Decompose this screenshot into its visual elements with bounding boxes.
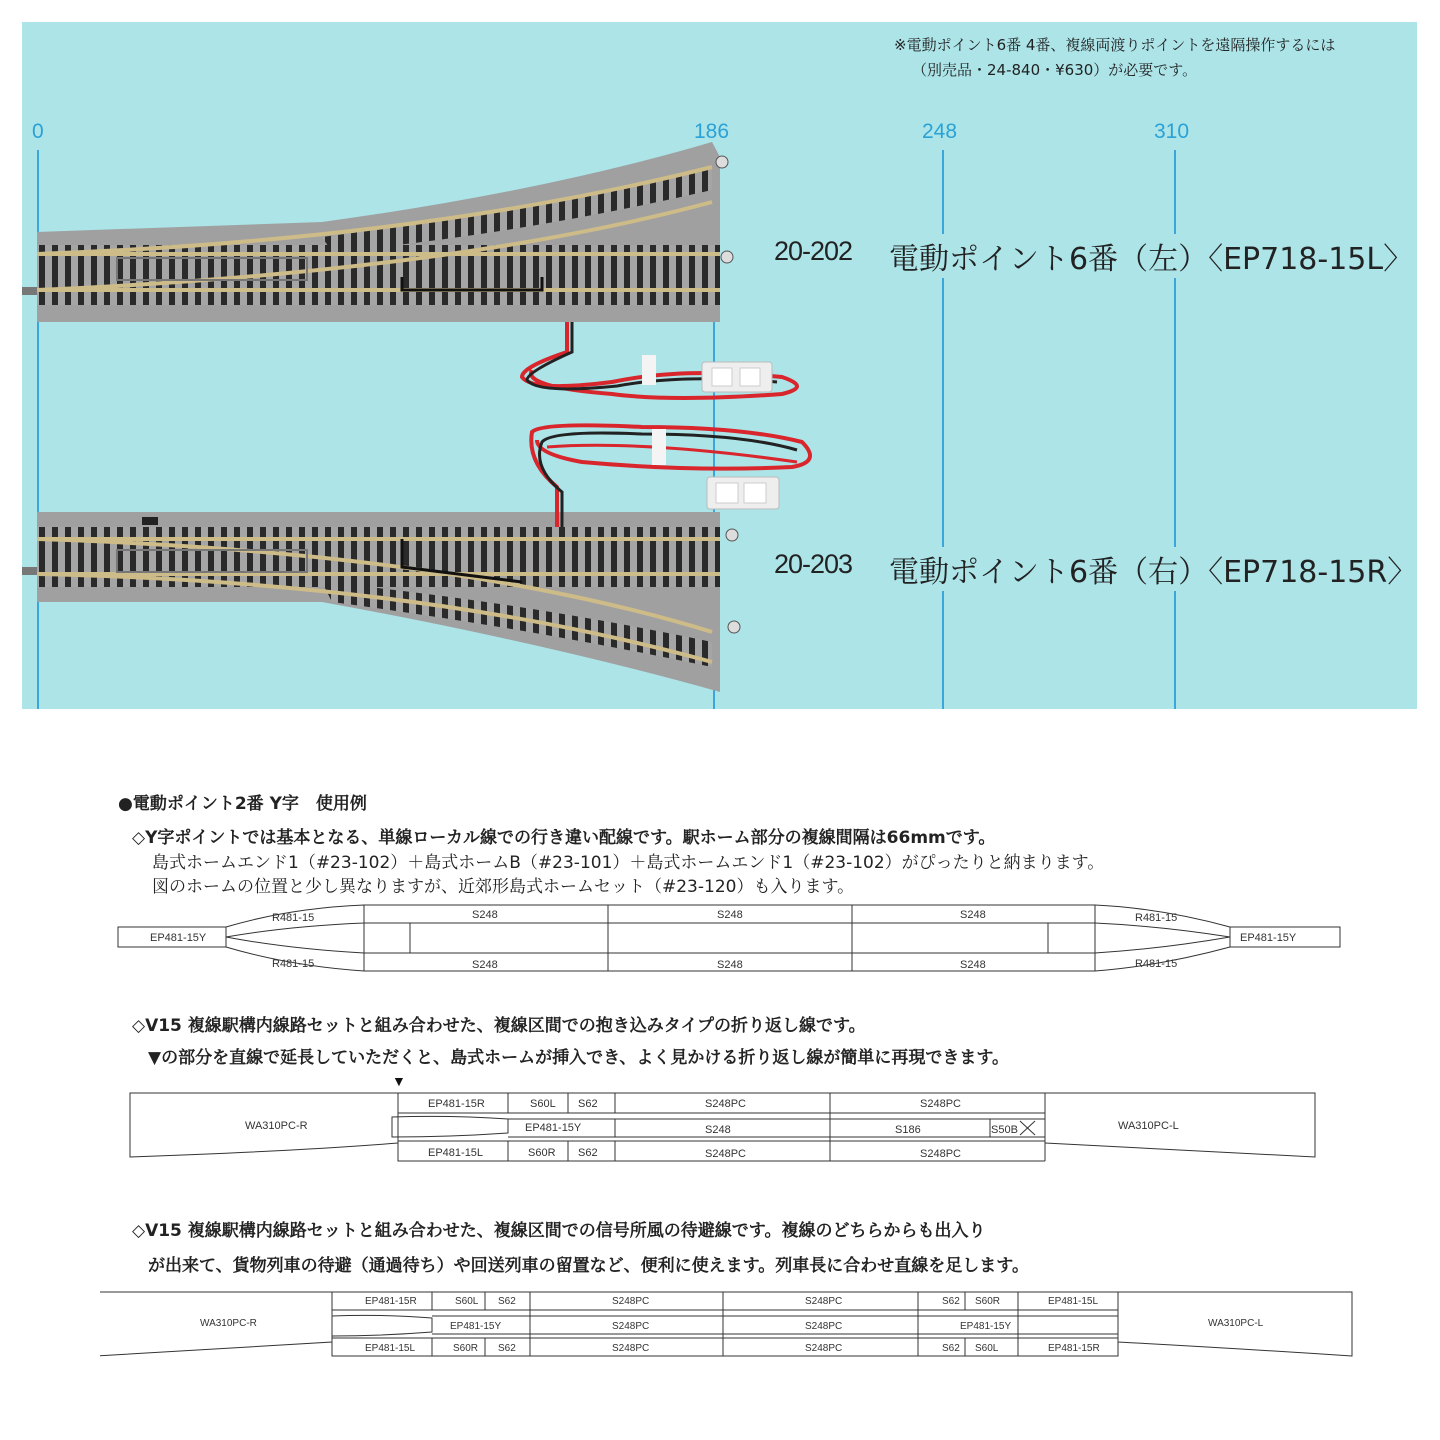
s3-s248pc-top-2: S248PC	[805, 1296, 843, 1307]
extend-marker: ▼	[392, 1073, 406, 1089]
s2-s62b: S62	[578, 1147, 598, 1159]
scale-label-248: 248	[922, 120, 958, 143]
product-code-left: 20-202	[770, 236, 856, 267]
s3-ep-mid-l: EP481-15Y	[450, 1321, 502, 1332]
s2-wa-right: WA310PC-L	[1118, 1120, 1179, 1132]
turnback-diagram	[100, 1071, 1420, 1171]
s2-s60r: S60R	[528, 1147, 556, 1159]
label-s-top-1: S248	[472, 909, 498, 921]
label-r-top-left: R481-15	[272, 912, 315, 924]
passing-loop-diagram	[100, 893, 1420, 983]
s3-s248pc-top-1: S248PC	[612, 1296, 650, 1307]
scale-label-0: 0	[32, 120, 44, 143]
wire-cable-2	[531, 425, 810, 527]
section1-line3: 図のホームの位置と少し異なりますが、近郊形島式ホームセット（#23-120）も入ります。	[152, 877, 855, 897]
s3-ep-bot-r: EP481-15R	[1048, 1343, 1100, 1354]
product-code-right: 20-203	[770, 549, 856, 580]
s3-ep-top-r: EP481-15L	[1048, 1296, 1099, 1307]
label-r-bot-left: R481-15	[272, 958, 315, 970]
label-s-top-2: S248	[717, 909, 743, 921]
s3-wa-right: WA310PC-L	[1208, 1318, 1264, 1329]
section3-line1: ◇V15 複線駅構内線路セットと組み合わせた、複線区間での信号所風の待避線です。複線のどちらからも出入り	[132, 1221, 986, 1241]
s3-ep-top-l: EP481-15R	[365, 1296, 417, 1307]
s3-s62d: S62	[942, 1343, 960, 1354]
s3-s62c: S62	[942, 1296, 960, 1307]
product-name-right: 電動ポイント6番（右）〈EP718-15R〉	[885, 547, 1417, 591]
s2-s248-mid: S248	[705, 1124, 731, 1136]
s3-s62a: S62	[498, 1296, 516, 1307]
s2-ep-bot: EP481-15L	[428, 1147, 484, 1159]
s3-s60l: S60L	[455, 1296, 479, 1307]
s2-ep-top: EP481-15R	[428, 1098, 485, 1110]
label-ey-left: EP481-15Y	[150, 932, 207, 944]
s3-s60r: S60R	[453, 1343, 479, 1354]
product-name-left: 電動ポイント6番（左）〈EP718-15L〉	[885, 234, 1417, 278]
s2-ep-mid: EP481-15Y	[525, 1122, 582, 1134]
section3-line2: が出来て、貨物列車の待避（通過待ち）や回送列車の留置など、便利に使えます。列車長に合わせ直線を足します。	[148, 1256, 1029, 1276]
s3-s248pc-mid-2: S248PC	[805, 1321, 843, 1332]
s3-wa-left: WA310PC-R	[200, 1318, 257, 1329]
remote-note-line1: ※電動ポイント6番 4番、複線両渡りポイントを遠隔操作するには	[894, 36, 1336, 54]
s3-s248pc-bot-2: S248PC	[805, 1343, 843, 1354]
s2-s248pc-bot-1: S248PC	[705, 1148, 746, 1160]
section1-line1: ◇Y字ポイントでは基本となる、単線ローカル線での行き違い配線です。駅ホーム部分の複線間隔は66mmです。	[132, 828, 996, 848]
section2-line1: ◇V15 複線駅構内線路セットと組み合わせた、複線区間での抱き込みタイプの折り返し線です。	[132, 1016, 866, 1036]
label-s-bot-2: S248	[717, 959, 743, 971]
s3-s60r-r: S60R	[975, 1296, 1001, 1307]
passing-siding-diagram	[100, 1288, 1420, 1368]
left-point-illustration	[22, 142, 733, 322]
remote-note-line2: （別売品・24-840・¥630）が必要です。	[912, 61, 1198, 79]
s2-s248pc-bot-2: S248PC	[920, 1148, 961, 1160]
label-s-top-3: S248	[960, 909, 986, 921]
s2-s248pc-top-1: S248PC	[705, 1098, 746, 1110]
track-illustrations	[22, 22, 1417, 709]
s2-s60l: S60L	[530, 1098, 556, 1110]
label-r-bot-right: R481-15	[1135, 958, 1178, 970]
label-ey-right: EP481-15Y	[1240, 932, 1297, 944]
s2-s62a: S62	[578, 1098, 598, 1110]
section1-line2: 島式ホームエンド1（#23-102）＋島式ホームB（#23-101）＋島式ホームエンド1（#23-102）がぴったりと納まります。	[152, 853, 1105, 873]
s2-wa-left: WA310PC-R	[245, 1120, 308, 1132]
wire-cable-1	[522, 322, 797, 398]
s2-s248pc-top-2: S248PC	[920, 1098, 961, 1110]
s3-s60l-r: S60L	[975, 1343, 999, 1354]
s3-s62b: S62	[498, 1343, 516, 1354]
s2-s50b: S50B	[991, 1124, 1018, 1136]
layout-examples-panel	[100, 775, 1420, 1375]
s3-s248pc-mid-1: S248PC	[612, 1321, 650, 1332]
section-heading: ●電動ポイント2番 Y字 使用例	[118, 794, 367, 814]
s3-ep-mid-r: EP481-15Y	[960, 1321, 1012, 1332]
label-r-top-right: R481-15	[1135, 912, 1178, 924]
label-s-bot-1: S248	[472, 959, 498, 971]
scale-label-310: 310	[1154, 120, 1190, 143]
s3-s248pc-bot-1: S248PC	[612, 1343, 650, 1354]
s2-s186: S186	[895, 1124, 921, 1136]
scale-label-186: 186	[694, 120, 730, 143]
s3-ep-bot-l: EP481-15L	[365, 1343, 416, 1354]
product-panel	[22, 22, 1417, 709]
right-point-illustration	[22, 512, 740, 692]
section2-line2: ▼の部分を直線で延長していただくと、島式ホームが挿入でき、よく見かける折り返し線が簡単に再現できます。	[148, 1048, 1010, 1068]
label-s-bot-3: S248	[960, 959, 986, 971]
